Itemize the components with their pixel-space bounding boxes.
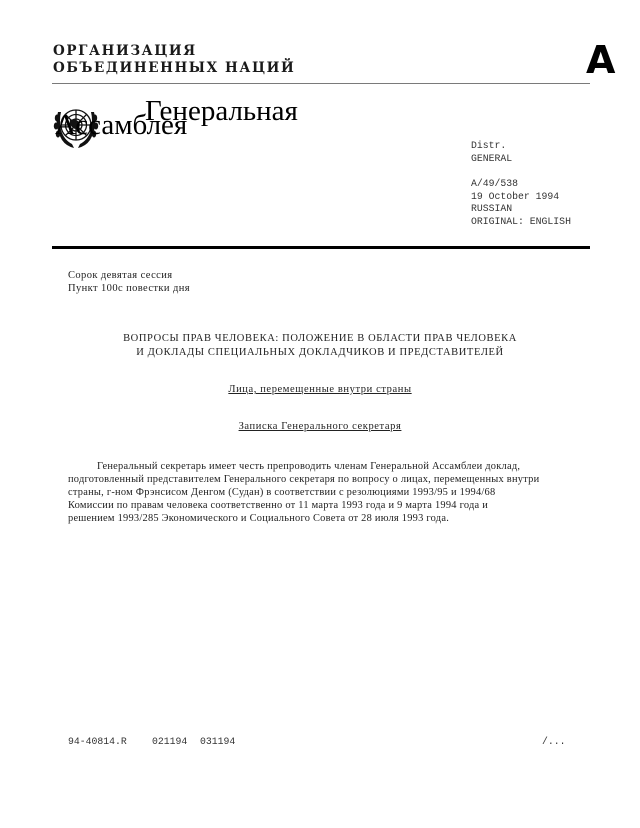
title-line1: ВОПРОСЫ ПРАВ ЧЕЛОВЕКА: ПОЛОЖЕНИЕ В ОБЛАСТИ ПРАВ ЧЕЛОВЕКА <box>123 333 517 344</box>
subtitle-text: Лица, перемещенные внутри страны <box>228 384 412 395</box>
distr-label: Distr. <box>471 140 507 151</box>
header-thick-divider <box>52 246 590 249</box>
body-line: подготовленный представителем Генерального секретаря по вопросу о лицах, перемещенных внутри <box>68 474 540 485</box>
meta-block <box>471 140 571 228</box>
footer-date1: 021194 <box>152 736 188 747</box>
body-line: решением 1993/285 Экономического и Социального Совета от 28 июля 1993 года. <box>68 513 450 524</box>
body-line: Генеральный секретарь имеет честь препроводить членам Генеральной Ассамблеи доклад, <box>97 461 521 472</box>
note-heading <box>0 421 640 432</box>
org-name-line2: ОБЪЕДИНЕННЫХ НАЦИЙ <box>53 60 296 76</box>
body-line: Комиссии по правам человека соответственно от 11 марта 1993 года и 9 марта 1994 года и <box>68 500 489 511</box>
footer-date2: 031194 <box>200 736 236 747</box>
document-language: RUSSIAN <box>471 203 513 214</box>
session-line: Сорок девятая сессия <box>68 270 173 281</box>
original-language: ORIGINAL: ENGLISH <box>471 215 571 227</box>
distr-value: GENERAL <box>471 152 513 164</box>
title-line2: И ДОКЛАДЫ СПЕЦИАЛЬНЫХ ДОКЛАДЧИКОВ И ПРЕДСТАВИТЕЛЕЙ <box>136 347 504 358</box>
session-block <box>68 270 190 295</box>
body-name-line1: Генеральная <box>145 95 298 127</box>
body-paragraph <box>68 460 539 525</box>
document-symbol: A/49/538 <box>471 178 519 189</box>
continuation-mark: /... <box>542 736 566 747</box>
org-name-line1: ОРГАНИЗАЦИЯ <box>53 43 197 59</box>
agenda-item-line: Пункт 100с повестки дня <box>68 282 190 294</box>
subtitle <box>0 384 640 395</box>
note-heading-text: Записка Генерального секретаря <box>238 421 402 432</box>
series-letter: A <box>586 38 616 82</box>
body-line: страны, г-ном Фрэнсисом Денгом (Судан) в соответствии с резолюциями 1993/95 и 1994/68 <box>68 487 496 498</box>
header-divider <box>52 83 590 84</box>
document-date: 19 October 1994 <box>471 190 560 202</box>
body-name-line2: Ассамблея <box>55 109 188 141</box>
job-number: 94-40814.R <box>68 736 127 747</box>
